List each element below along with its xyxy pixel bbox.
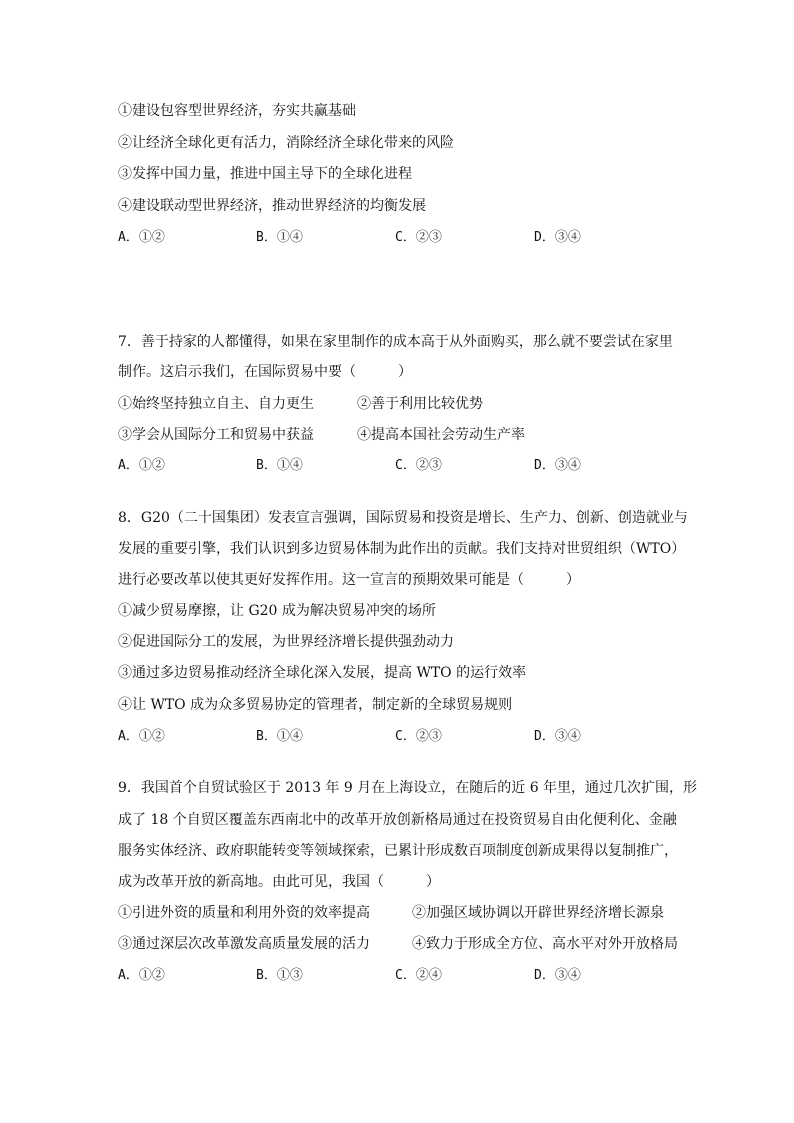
q9-statement-2: ②加强区域协调以开辟世界经济增长源泉 xyxy=(412,905,664,921)
q9-option-c: C．②④ xyxy=(395,968,442,983)
statement-1: ①建设包容型世界经济，夯实共赢基础 xyxy=(118,103,356,119)
statement-4: ④建设联动型世界经济，推动世界经济的均衡发展 xyxy=(118,198,426,214)
option-d: D．③④ xyxy=(534,230,581,245)
q7-option-a: A．①② xyxy=(118,458,165,473)
q9-statement-4: ④致力于形成全方位、高水平对外开放格局 xyxy=(412,936,678,952)
q9-statement-1: ①引进外资的质量和利用外资的效率提高 xyxy=(118,905,370,921)
q9-statement-3: ③通过深层次改革激发高质量发展的活力 xyxy=(118,936,370,952)
q7-option-d: D．③④ xyxy=(534,458,581,473)
statement-2: ②让经济全球化更有活力，消除经济全球化带来的风险 xyxy=(118,135,454,151)
q8-option-c: C．②③ xyxy=(395,729,442,744)
q8-stem-line-1: 8．G20（二十国集团）发表宣言强调，国际贸易和投资是增长、生产力、创新、创造就业与 xyxy=(118,510,688,526)
q7-statement-3: ③学会从国际分工和贸易中获益 xyxy=(118,427,314,443)
q7-statement-4: ④提高本国社会劳动生产率 xyxy=(357,427,525,443)
q8-statement-2: ②促进国际分工的发展，为世界经济增长提供强劲动力 xyxy=(118,634,454,650)
q7-stem-line-2: 制作。这启示我们，在国际贸易中要（ ） xyxy=(118,364,412,380)
q8-stem-line-3: 进行必要改革以使其更好发挥作用。这一宣言的预期效果可能是（ ） xyxy=(118,572,580,588)
q9-option-a: A．①② xyxy=(118,968,165,983)
q7-option-b: B．①④ xyxy=(256,458,303,473)
q8-option-b: B．①④ xyxy=(256,729,303,744)
option-c: C．②③ xyxy=(395,230,442,245)
option-b: B．①④ xyxy=(256,230,303,245)
option-a: A．①② xyxy=(118,230,165,245)
q9-stem-line-1: 9．我国首个自贸试验区于 2013 年 9 月在上海设立，在随后的近 6 年里，通过几次扩围，形 xyxy=(118,780,698,796)
q8-option-d: D．③④ xyxy=(534,729,581,744)
q9-stem-line-4: 成为改革开放的新高地。由此可见，我国（ ） xyxy=(118,874,440,890)
q8-statement-1: ①减少贸易摩擦，让 G20 成为解决贸易冲突的场所 xyxy=(118,603,436,619)
q8-option-a: A．①② xyxy=(118,729,165,744)
q8-statement-4: ④让 WTO 成为众多贸易协定的管理者，制定新的全球贸易规则 xyxy=(118,697,513,713)
q8-statement-3: ③通过多边贸易推动经济全球化深入发展，提高 WTO 的运行效率 xyxy=(118,665,527,681)
q7-stem-line-1: 7．善于持家的人都懂得，如果在家里制作的成本高于从外面购买，那么就不要尝试在家里 xyxy=(118,334,673,350)
q7-statement-2: ②善于利用比较优势 xyxy=(357,396,483,412)
q9-option-d: D．③④ xyxy=(534,968,581,983)
q7-option-c: C．②③ xyxy=(395,458,442,473)
q9-stem-line-2: 成了 18 个自贸区覆盖东西南北中的改革开放创新格局通过在投资贸易自由化便利化、金融 xyxy=(118,812,677,828)
q8-stem-line-2: 发展的重要引擎，我们认识到多边贸易体制为此作出的贡献。我们支持对世贸组织（WTO） xyxy=(118,541,686,557)
q9-option-b: B．①③ xyxy=(256,968,303,983)
statement-3: ③发挥中国力量，推进中国主导下的全球化进程 xyxy=(118,166,412,182)
q9-stem-line-3: 服务实体经济、政府职能转变等领域探索，已累计形成数百项制度创新成果得以复制推广， xyxy=(118,843,678,859)
q7-statement-1: ①始终坚持独立自主、自力更生 xyxy=(118,396,314,412)
